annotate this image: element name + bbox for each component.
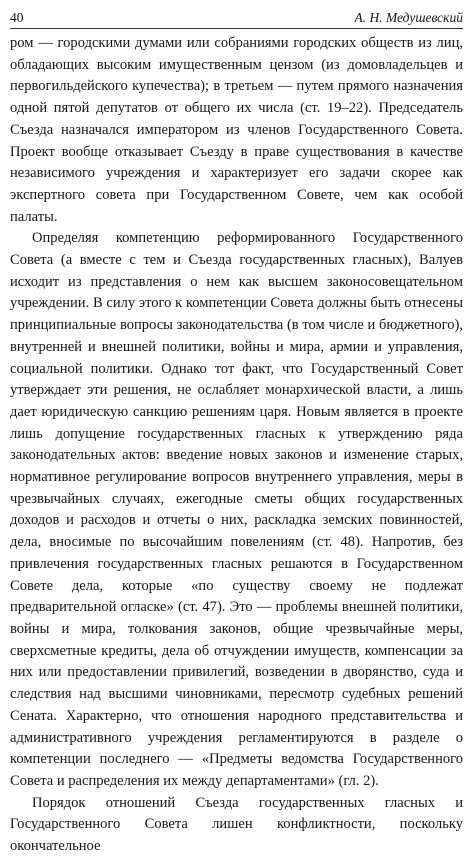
paragraph-competence: Определяя компетенцию реформированного Государственного Совета (а вместе с тем и Съезда государственных гласных), Валуев исходит из представления о нем как высшем законосовещательном учреждении. В силу этого к компетенции Совета должны быть отнесены принципиальные вопросы законодательства (в том числе и бюджетного), внутренней и внешней политики, войны и мира, армии и управления, социальной политики. Однако тот факт, что Государственный Совет утверждает эти решения, не ослабляет монархической власти, а лишь дает юридическую санкцию решениям царя. Новым является в проекте лишь допущение государственных гласных к утверждению ряда законодательных актов: введение новых законов и изменение старых, нормативное регулирование вопросов внутреннего управления, меры в чрезвычайных случаях, ежегодные сметы общих государственных доходов и расходов и отчеты о них, раскладка земских повинностей, дела, вносимые по высочайшим повелениям (ст. 48). Напротив, без привлечения государственных гласных решаются в Государственном Совете дела, которые «по существу своему не подлежат предварительной огласке» (ст. 47). Это — проблемы внешней политики, войны и мира, толкования законов, общие чрезвычайные меры, сверхсметные кредиты, дела об отчуждении имуществ, компенсации за них или предоставлении привилегий, возведении в дворянство, суда и следствия над высшими чиновниками, пересмотр судебных решений Сената. Характерно, что отношения народного представительства и административного учреждения регламентируются в разделе о компетенции последнего — «Предметы ведомства Государственного Совета и распределения их между департаментами» (гл. 2). bbox=[10, 230, 463, 789]
page-number: 40 bbox=[10, 10, 24, 25]
body-text bbox=[10, 33, 463, 858]
running-title: А. Н. Медушевский bbox=[354, 10, 463, 25]
running-head bbox=[10, 6, 463, 26]
header-rule bbox=[10, 28, 463, 29]
paragraph-continued: ром — городскими думами или собраниями городских обществ из лиц, обладающих высоким имущественным цензом (из домовладельцев и первогильдейского купечества); в третьем — путем прямого назначения одной пятой депутатов от общего их числа (ст. 19–22). Председатель Съезда назначался императором из членов Государственного Совета. Проект вообще отказывает Съезду в праве существования в качестве независимого учреждения и характеризует его задачи скорее как экспертного совета при Государственном Совете, чем как особой палаты. bbox=[10, 35, 463, 225]
paragraph-procedure: Порядок отношений Съезда государственных гласных и Государственного Совета лишен конфликтности, поскольку окончательное bbox=[10, 794, 463, 855]
